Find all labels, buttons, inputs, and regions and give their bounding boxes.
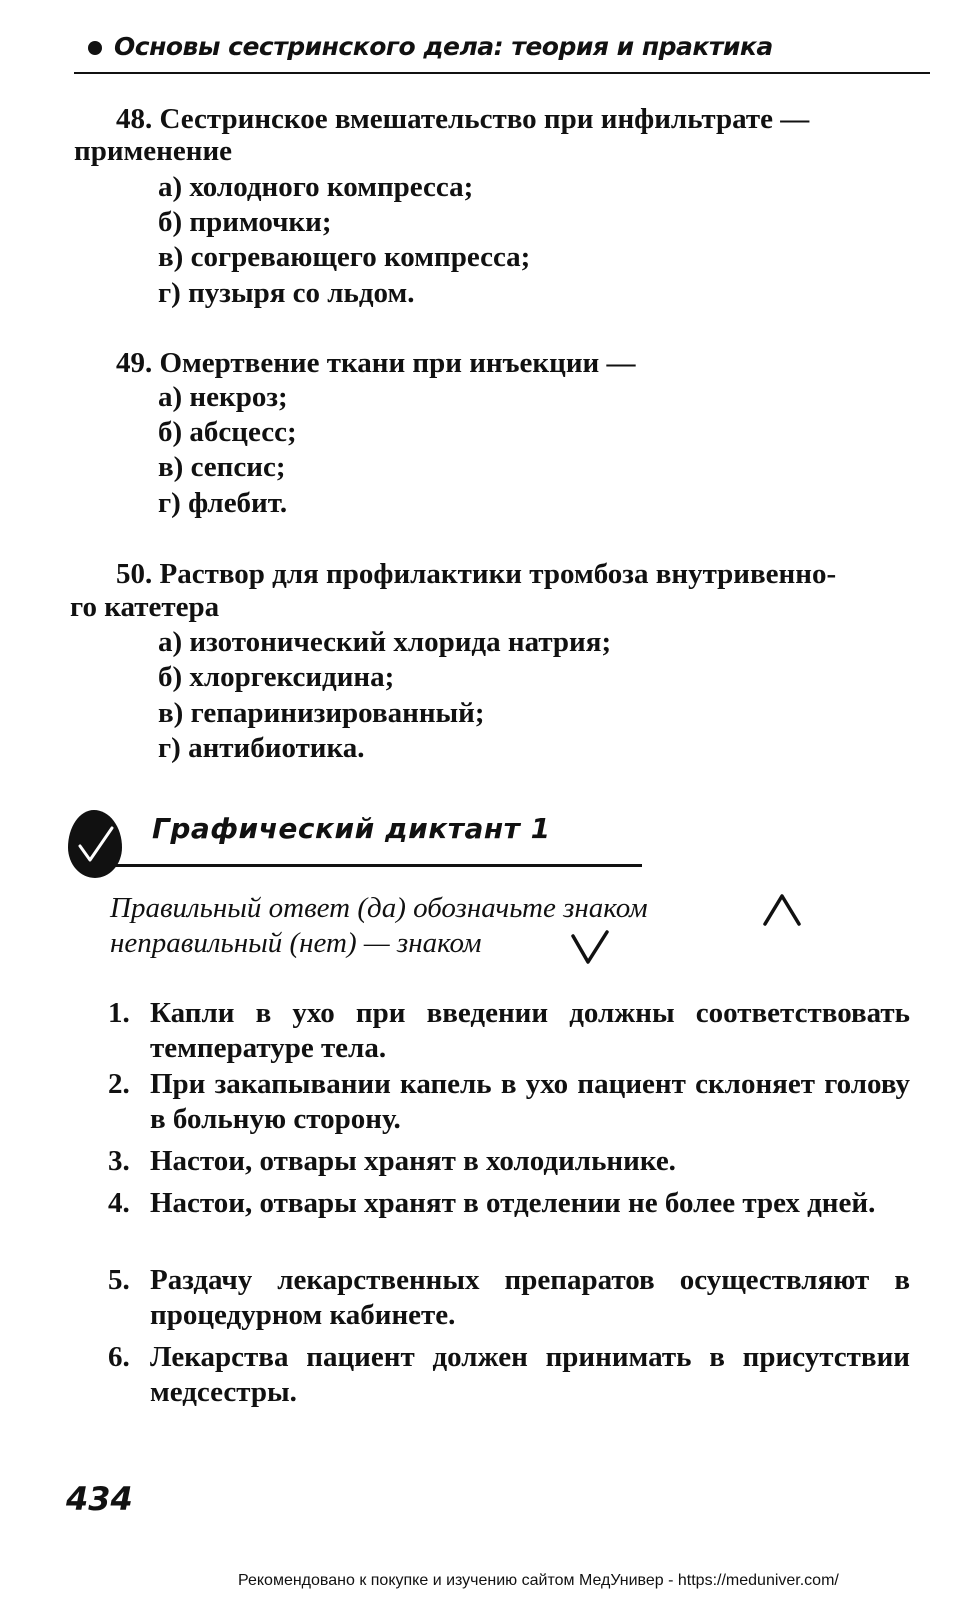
item-text: Лекарства пациент должен принимать в присутствии медсестры.	[150, 1341, 910, 1408]
section-title: Графический диктант 1	[152, 812, 551, 845]
instruction-line1: Правильный ответ (да) обозначьте знаком	[110, 892, 648, 924]
dictation-item	[108, 1067, 910, 1137]
item-text: При закапывании капель в ухо пациент склоняет голову в больную сторону.	[150, 1068, 910, 1135]
item-number: 2.	[108, 1068, 130, 1100]
item-number: 1.	[108, 997, 130, 1029]
no-mark-icon	[570, 930, 610, 966]
footer-note: Рекомендовано к покупке и изучению сайтом МедУнивер - https://meduniver.com/	[238, 1572, 839, 1589]
question-49-option-d: г) флебит.	[158, 487, 288, 519]
question-50-option-a: а) изотонический хлорида натрия;	[158, 626, 612, 658]
question-48-line2: применение	[74, 135, 233, 167]
dictation-item	[108, 1186, 910, 1221]
dictation-item	[108, 1263, 910, 1333]
checkmark-icon	[68, 810, 122, 878]
item-text: Настои, отвары хранят в холодильнике.	[150, 1145, 676, 1177]
header-title: Основы сестринского дела: теория и практика	[114, 32, 773, 61]
section-divider	[114, 864, 642, 867]
running-header	[74, 30, 930, 74]
question-48-line1: 48. Сестринское вмешательство при инфильтрате —	[116, 103, 810, 135]
question-50-option-c: в) гепаринизированный;	[158, 697, 485, 729]
question-50-line1: 50. Раствор для профилактики тромбоза внутривенно-	[116, 558, 837, 590]
question-48-option-d: г) пузыря со льдом.	[158, 277, 415, 309]
item-text: Раздачу лекарственных препаратов осуществляют в процедурном кабинете.	[150, 1264, 910, 1331]
question-48-option-a: а) холодного компресса;	[158, 171, 474, 203]
question-49-option-a: а) некроз;	[158, 381, 288, 413]
instruction-line2: неправильный (нет) — знаком	[110, 927, 482, 959]
question-49-option-b: б) абсцесс;	[158, 416, 297, 448]
question-49-option-c: в) сепсис;	[158, 451, 286, 483]
item-number: 5.	[108, 1264, 130, 1296]
item-number: 6.	[108, 1341, 130, 1373]
question-48-option-c: в) согревающего компресса;	[158, 241, 531, 273]
bullet-icon	[88, 41, 102, 55]
question-50-option-d: г) антибиотика.	[158, 732, 365, 764]
question-50-option-b: б) хлоргексидина;	[158, 661, 395, 693]
yes-mark-icon	[762, 892, 802, 928]
dictation-item	[108, 1144, 910, 1179]
item-number: 4.	[108, 1187, 130, 1219]
item-text: Капли в ухо при введении должны соответствовать температуре тела.	[150, 997, 910, 1064]
item-number: 3.	[108, 1145, 130, 1177]
page-number: 434	[66, 1480, 133, 1518]
dictation-item	[108, 996, 910, 1066]
item-text: Настои, отвары хранят в отделении не более трех дней.	[150, 1187, 876, 1219]
dictation-item	[108, 1340, 910, 1410]
section-heading	[68, 810, 578, 880]
question-49-line1: 49. Омертвение ткани при инъекции —	[116, 347, 636, 379]
question-48-option-b: б) примочки;	[158, 206, 332, 238]
question-50-line2: го катетера	[70, 591, 220, 623]
